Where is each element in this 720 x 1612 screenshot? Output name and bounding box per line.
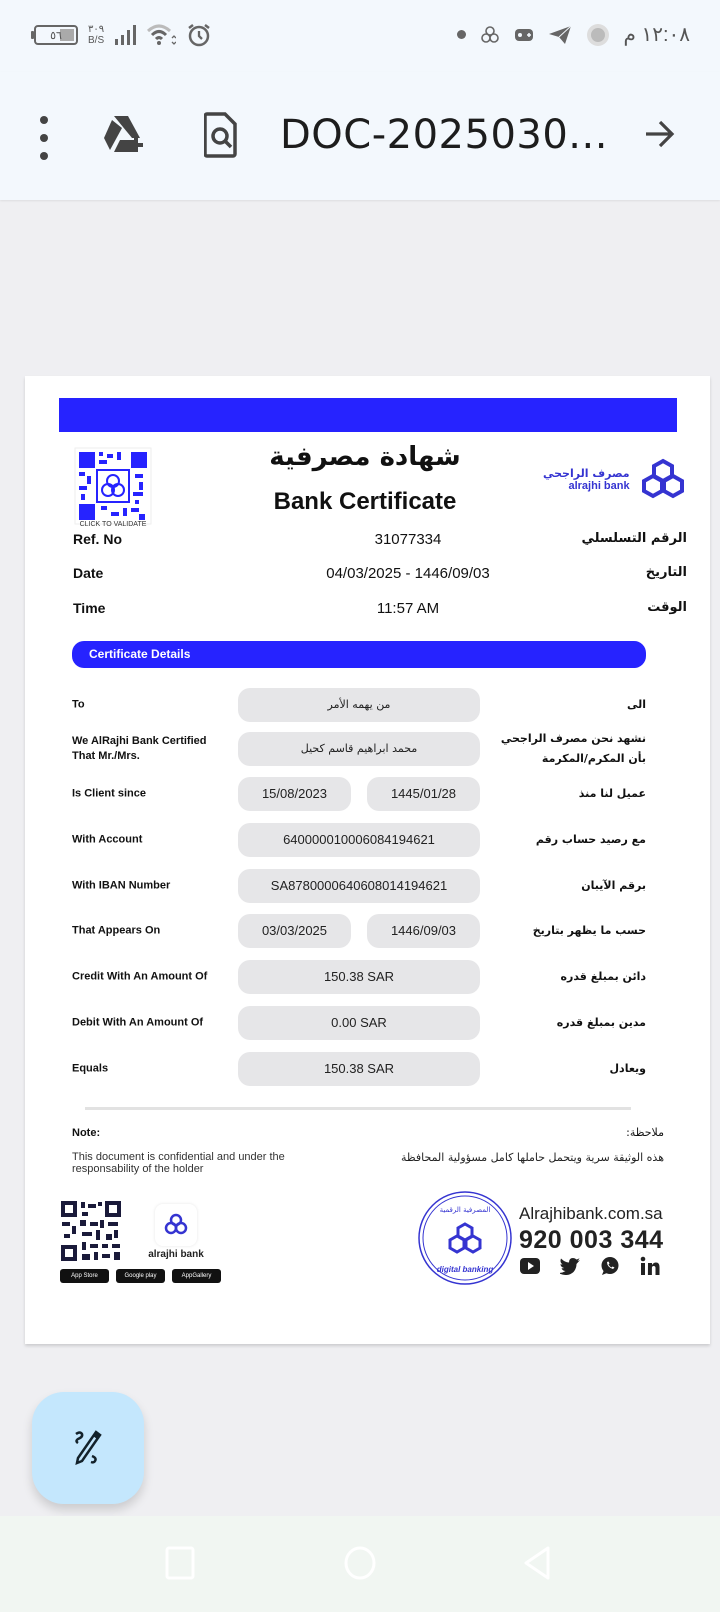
- credit-label: Credit With An Amount Of: [72, 970, 208, 983]
- edit-sign-icon: [68, 1428, 108, 1468]
- brand-name-ar: مصرف الراجحي: [543, 467, 630, 480]
- certified-label-ar-line1: نشهد نحن مصرف الراجحي: [500, 732, 646, 745]
- ref-no-label-ar: الرقم التسلسلي: [581, 531, 687, 546]
- more-vert-icon: [40, 116, 48, 124]
- youtube-icon[interactable]: [519, 1256, 541, 1276]
- note-label-ar: ملاحظة:: [626, 1126, 664, 1139]
- net-speed-unit: B/S: [88, 35, 105, 46]
- ref-no-row: [73, 531, 687, 555]
- quran-app-icon: [586, 23, 610, 47]
- app-toolbar: [0, 72, 720, 200]
- equals-label-ar: ويعادل: [609, 1062, 646, 1075]
- system-nav-bar: [0, 1516, 720, 1612]
- iban-row: [72, 869, 646, 903]
- app-icon: [480, 25, 500, 45]
- credit-row: [72, 960, 646, 994]
- date-row: [73, 565, 687, 589]
- twitter-icon[interactable]: [559, 1256, 581, 1276]
- client-since-row: [72, 777, 646, 811]
- equals-value: 150.38 SAR: [238, 1052, 480, 1086]
- appears-on-row: [72, 914, 646, 948]
- account-value: 640000010006084194621: [238, 823, 480, 857]
- time-label-ar: الوقت: [647, 600, 687, 615]
- ref-no-label: Ref. No: [73, 531, 122, 547]
- app-gallery-badge[interactable]: AppGallery: [172, 1269, 221, 1283]
- client-since-hijri: 1445/01/28: [367, 777, 480, 811]
- divider: [85, 1107, 631, 1110]
- certified-label-line2: That Mr./Mrs.: [72, 750, 140, 762]
- phone-number[interactable]: 920 003 344: [519, 1226, 664, 1254]
- alrajhi-logo: [543, 458, 686, 502]
- appears-on-gregorian: 03/03/2025: [238, 914, 351, 948]
- date-label-ar: التاريخ: [645, 565, 687, 580]
- wifi-icon: [146, 23, 176, 47]
- website-link[interactable]: Alrajhibank.com.sa: [519, 1204, 663, 1223]
- account-label-ar: مع رصيد حساب رقم: [535, 833, 646, 846]
- add-to-drive-icon[interactable]: [104, 114, 150, 154]
- customer-name-value: محمد ابراهيم قاسم كحيل: [238, 732, 480, 766]
- to-label-ar: الى: [626, 698, 646, 711]
- time-label: Time: [73, 600, 106, 616]
- debit-row: [72, 1006, 646, 1040]
- debit-value: 0.00 SAR: [238, 1006, 480, 1040]
- linkedin-icon[interactable]: [639, 1256, 661, 1276]
- certificate-details-header: Certificate Details: [72, 641, 646, 668]
- iban-label: With IBAN Number: [72, 879, 171, 892]
- appears-on-label-ar: حسب ما يظهر بتاريخ: [532, 924, 646, 937]
- alrajhi-bank-icon: [640, 458, 686, 502]
- telegram-icon: [548, 25, 572, 45]
- store-badges: [60, 1269, 221, 1283]
- gamepad-icon: [514, 28, 534, 42]
- whatsapp-icon[interactable]: [599, 1256, 621, 1276]
- iban-label-ar: برقم الآيبان: [581, 879, 646, 892]
- title-english: Bank Certificate: [273, 488, 457, 515]
- certified-label-ar: [501, 729, 646, 769]
- signal-icon: [114, 24, 136, 46]
- alarm-icon: [186, 22, 212, 48]
- home-button[interactable]: [343, 1546, 377, 1580]
- client-since-label-ar: عميل لنا منذ: [578, 787, 646, 800]
- battery-icon: [34, 25, 78, 45]
- certified-label-line1: We AlRajhi Bank Certified: [72, 735, 207, 747]
- notification-dot-icon: [457, 30, 466, 39]
- clock: ١٢:٠٨ م: [623, 24, 690, 46]
- stamp-text-en: digital banking: [436, 1265, 494, 1274]
- app-download-qr-code[interactable]: [60, 1200, 122, 1262]
- google-play-badge[interactable]: Google play: [116, 1269, 165, 1283]
- client-since-label: Is Client since: [72, 787, 146, 800]
- equals-row: [72, 1052, 646, 1086]
- net-speed: [88, 24, 104, 46]
- note-body: This document is confidential and under the responsability of the holder: [72, 1151, 285, 1175]
- alrajhi-app-icon: [155, 1204, 197, 1246]
- appears-on-hijri: 1446/09/03: [367, 914, 480, 948]
- credit-label-ar: دائن بمبلغ قدره: [560, 970, 646, 983]
- net-speed-value: ٣٠٩: [88, 24, 105, 35]
- digital-banking-stamp: [417, 1190, 513, 1286]
- debit-label: Debit With An Amount Of: [72, 1016, 204, 1029]
- brand-name-en: alrajhi bank: [568, 480, 630, 492]
- header-band: [59, 398, 677, 432]
- iban-value: SA8780000640608014194621: [238, 869, 480, 903]
- app-store-badge[interactable]: App Store: [60, 1269, 109, 1283]
- note-label: Note:: [72, 1127, 101, 1139]
- stamp-text-ar: المصرفية الرقمية: [439, 1206, 491, 1214]
- more-options-button[interactable]: [34, 116, 54, 160]
- back-button[interactable]: [522, 1546, 552, 1580]
- title-arabic: شهادة مصرفية: [269, 442, 461, 472]
- find-in-page-icon[interactable]: [204, 112, 238, 158]
- account-row: [72, 823, 646, 857]
- equals-label: Equals: [72, 1062, 109, 1075]
- document-page: [25, 376, 710, 1344]
- to-value: من يهمه الأمر: [238, 688, 480, 722]
- note-body-ar: هذه الوثيقة سرية ويتحمل حاملها كامل مسؤولية المحافظة: [400, 1151, 664, 1164]
- client-since-gregorian: 15/08/2023: [238, 777, 351, 811]
- ref-no-value: 31077334: [374, 531, 442, 548]
- certified-label: [72, 734, 206, 764]
- time-row: [73, 600, 687, 624]
- document-title: DOC-2025030...: [280, 112, 608, 158]
- arrow-forward-icon[interactable]: [644, 118, 676, 150]
- to-row: [72, 688, 646, 722]
- validate-qr-code[interactable]: [73, 444, 153, 528]
- to-label: To: [72, 698, 85, 711]
- qr-validate-label[interactable]: CLICK TO VALIDATE: [79, 521, 147, 528]
- status-bar: [0, 0, 720, 72]
- alrajhi-app-label: alrajhi bank: [148, 1249, 204, 1260]
- date-value: 04/03/2025 - 1446/09/03: [326, 565, 490, 582]
- sign-edit-fab[interactable]: [32, 1392, 144, 1504]
- time-value: 11:57 AM: [376, 600, 440, 617]
- recents-button[interactable]: [165, 1546, 197, 1580]
- battery-level: ٥٦: [50, 29, 62, 42]
- appears-on-label: That Appears On: [72, 924, 161, 937]
- certified-label-ar-line2: بأن المكرم/المكرمة: [541, 752, 646, 765]
- social-links: [519, 1256, 661, 1276]
- debit-label-ar: مدين بمبلغ قدره: [556, 1016, 646, 1029]
- credit-value: 150.38 SAR: [238, 960, 480, 994]
- account-label: With Account: [72, 833, 143, 846]
- date-label: Date: [73, 565, 104, 581]
- certified-row: [72, 732, 646, 766]
